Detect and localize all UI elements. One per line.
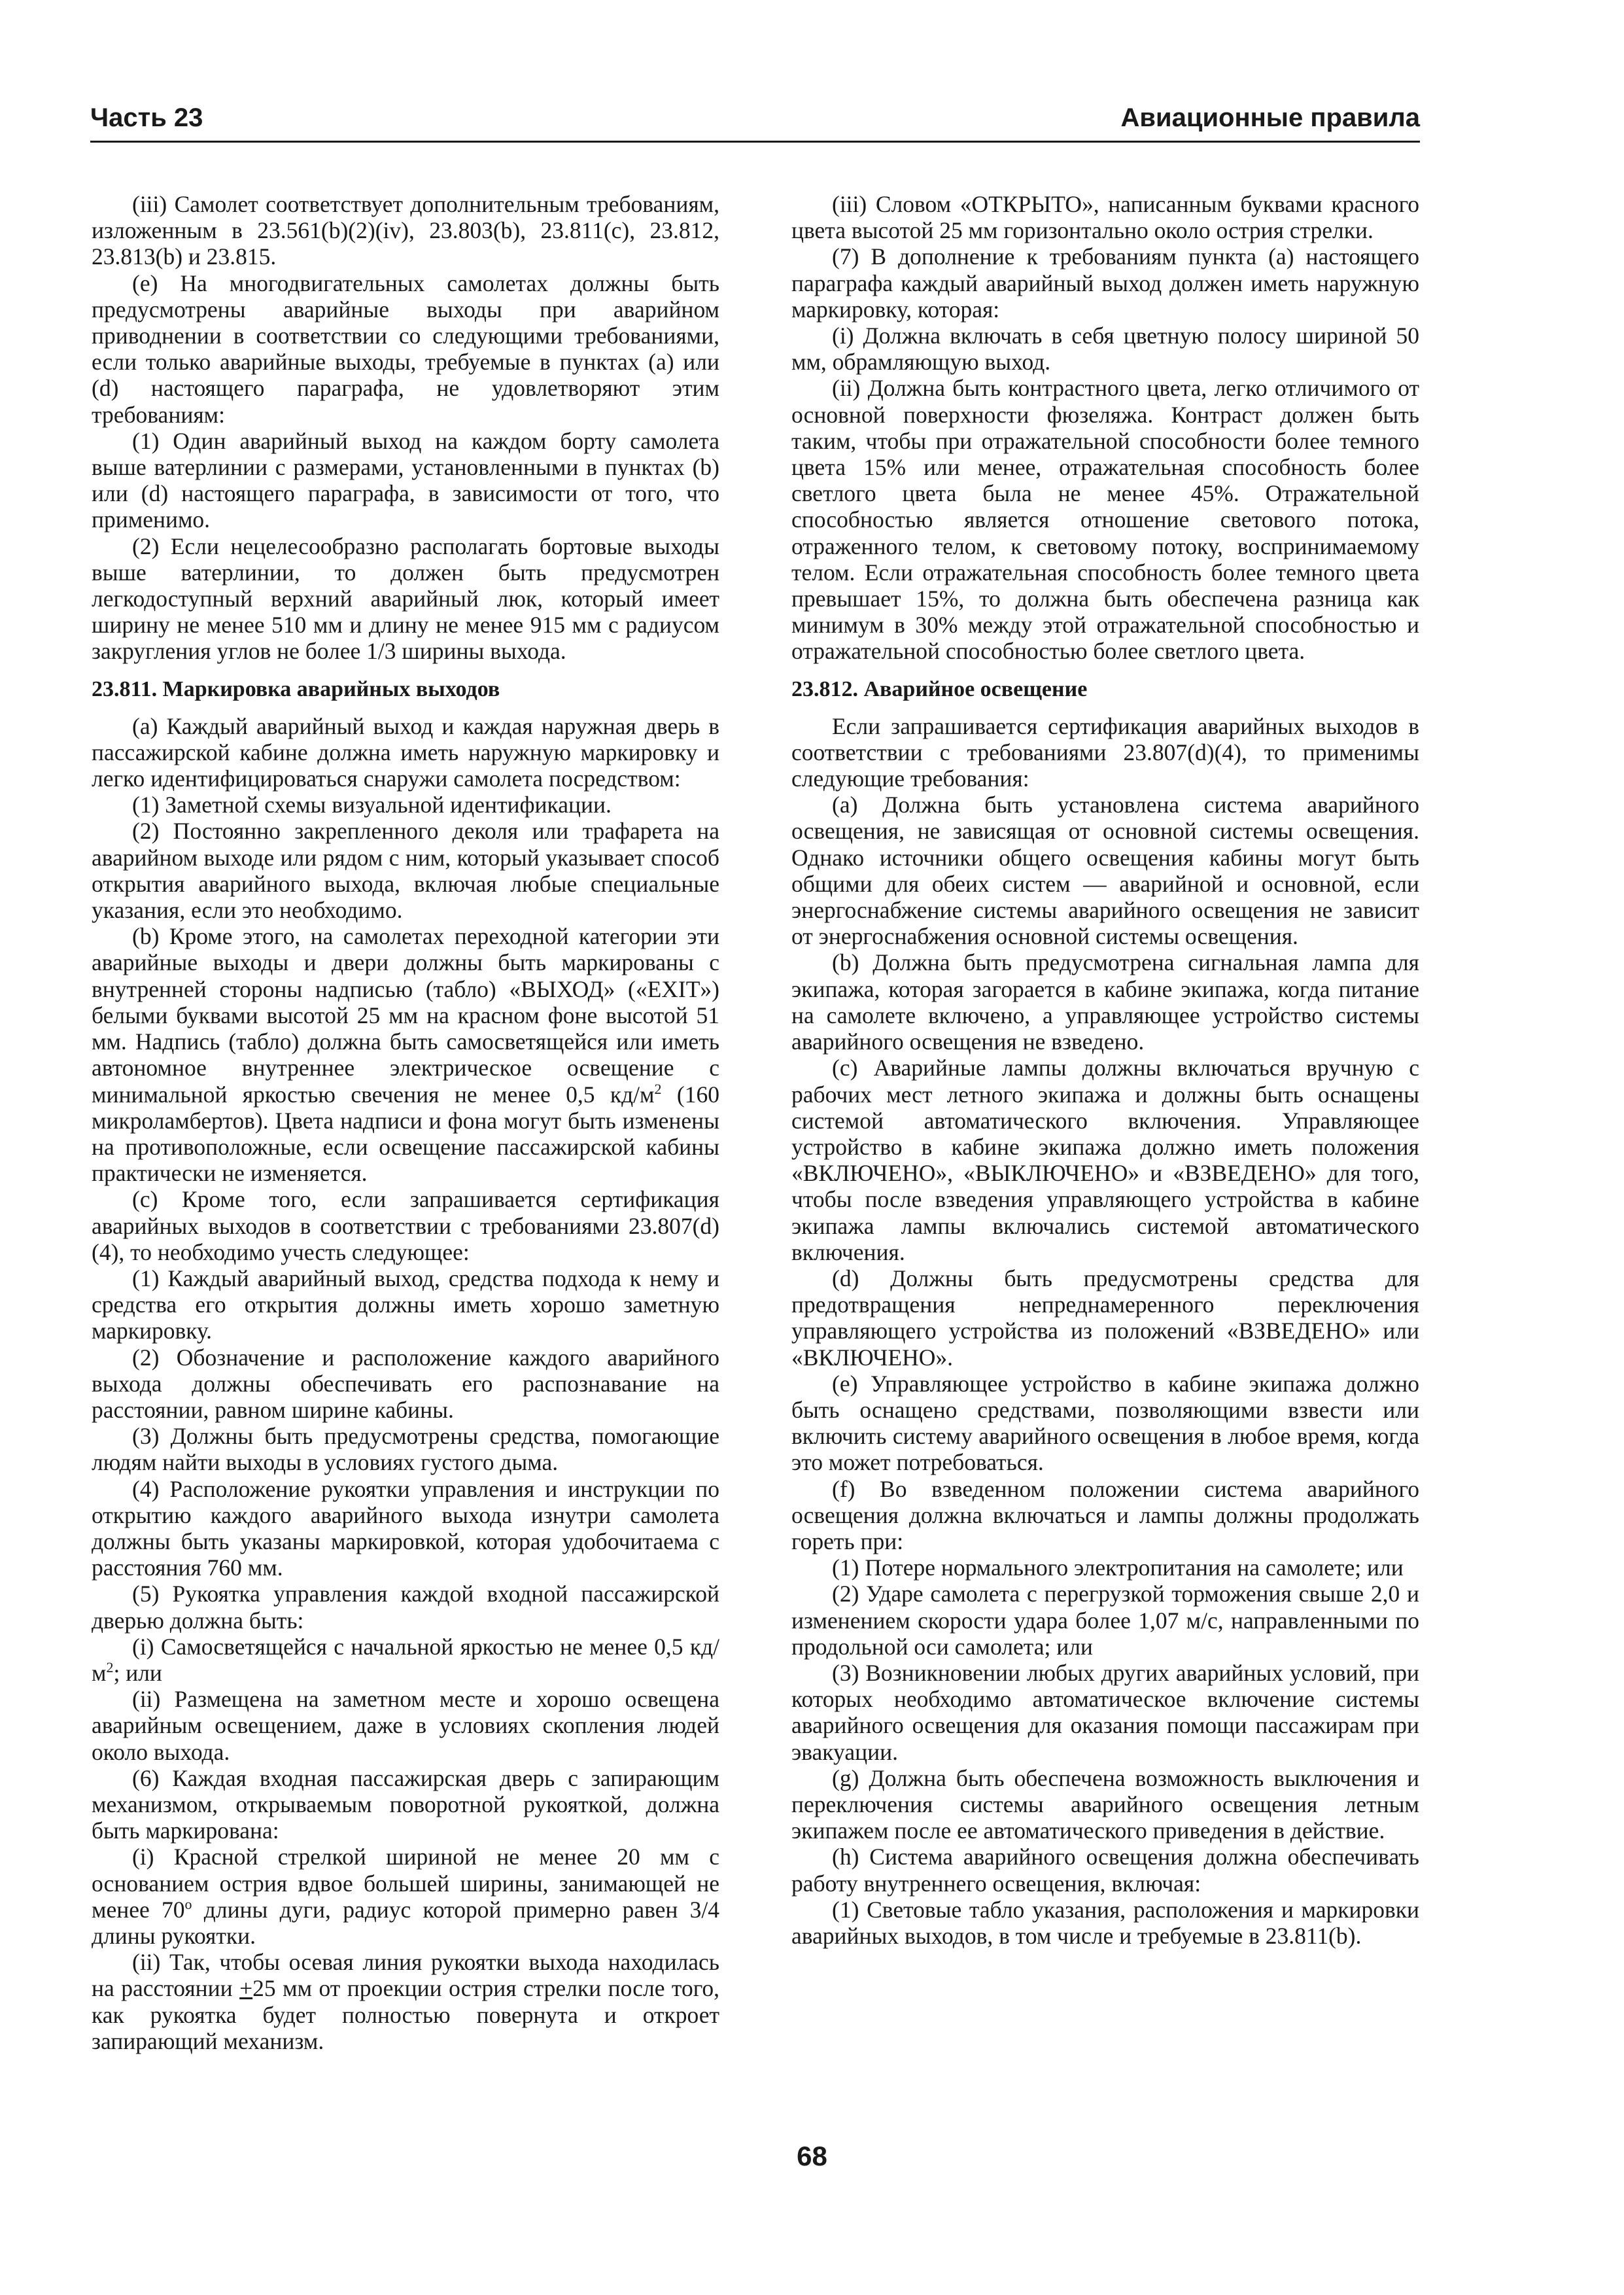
paragraph: (b) Должна быть предусмотрена сигнальная лампа для экипажа, которая загорается в кабине экипажа, когда питание на самолете включено, а управляющее устройство системы аварийного освещения не взведено. <box>791 949 1419 1055</box>
paragraph: (c) Кроме того, если запрашивается сертификация аварийных выходов в соответствии с требованиями 23.807(d)(4), то необходимо учесть следующее: <box>92 1186 719 1265</box>
paragraph: (3) Должны быть предусмотрены средства, помогающие людям найти выходы в условиях густого дыма. <box>92 1423 719 1476</box>
text-run: 25 мм от проекции острия стрелки после того, как рукоятка будет полностью повернута и откроет запирающий механизм. <box>92 1975 720 2054</box>
paragraph: (ii) Размещена на заметном месте и хорошо освещена аварийным освещением, даже в условиях скопления людей около выхода. <box>92 1686 719 1765</box>
header-divider <box>90 141 1420 143</box>
superscript: 2 <box>106 1659 114 1676</box>
paragraph: (c) Аварийные лампы должны включаться вручную с рабочих мест летного экипажа и должны быть оснащены системой автоматического включения. Управляющее устройство в кабине экипажа должно иметь положения «ВКЛЮЧЕНО», «ВЫКЛЮЧЕНО» и «ВЗВЕДЕНО» для того, чтобы после взведения управляющего устройства в кабине экипажа лампы включались системой автоматического включения. <box>791 1055 1419 1265</box>
paragraph: Если запрашивается сертификация аварийных выходов в соответствии с требованиями 23.807(d)(4), то применимы следующие требования: <box>791 712 1419 792</box>
paragraph: (i) Должна включать в себя цветную полосу шириной 50 мм, обрамляющую выход. <box>791 323 1419 376</box>
left-column <box>92 191 719 2054</box>
plus-minus-sign: + <box>239 1975 253 2002</box>
paragraph: (1) Каждый аварийный выход, средства подхода к нему и средства его открытия должны иметь хорошо заметную маркировку. <box>92 1265 719 1344</box>
paragraph: (a) Каждый аварийный выход и каждая наружная дверь в пассажирской кабине должна иметь наружную маркировку и легко идентифицироваться снаружи самолета посредством: <box>92 712 719 792</box>
paragraph: (1) Заметной схемы визуальной идентификации. <box>132 792 612 818</box>
text-run: ; или <box>113 1659 162 1686</box>
paragraph <box>92 1844 719 1949</box>
paragraph: (2) Если нецелесообразно располагать бортовые выходы выше ватерлинии, то должен быть предусмотрен легкодоступный верхний аварийный люк, который имеет ширину не менее 510 мм и длину не менее 915 мм с радиусом закругления углов не более 1/3 ширины выхода. <box>92 533 719 665</box>
paragraph: (2) Обозначение и расположение каждого аварийного выхода должны обеспечивать его распознавание на расстоянии, равном ширине кабины. <box>92 1344 719 1423</box>
paragraph: (e) На многодвигательных самолетах должны быть предусмотрены аварийные выходы при аварийном приводнении в соответствии со следующими требованиями, если только аварийные выходы, требуемые в пунктах (a) или (d) настоящего параграфа, не удовлетворяют этим требованиям: <box>92 270 719 428</box>
superscript: о <box>184 1895 192 1912</box>
page-number: 68 <box>797 2141 827 2171</box>
paragraph: (iii) Словом «ОТКРЫТО», написанным буквами красного цвета высотой 25 мм горизонтально около острия стрелки. <box>791 191 1419 244</box>
paragraph: (h) Система аварийного освещения должна обеспечивать работу внутреннего освещения, включая: <box>791 1844 1419 1897</box>
header-doc-title: Авиационные правила <box>1120 103 1420 132</box>
paragraph: (a) Должна быть установлена система аварийного освещения, не зависящая от основной системы освещения. Однако источники общего освещения кабины могут быть общими для обеих систем — аварийной и основной, если энергоснабжение системы аварийного освещения не зависит от энергоснабжения основной системы освещения. <box>791 792 1419 950</box>
text-run: (i) Красной стрелкой шириной не менее 20 мм с основанием острия вдвое большей ширины, занимающей не менее 70 <box>92 1844 719 1923</box>
paragraph <box>92 923 719 1186</box>
paragraph: (7) В дополнение к требованиям пункта (a) настоящего параграфа каждый аварийный выход должен иметь наружную маркировку, которая: <box>791 243 1419 323</box>
paragraph: (6) Каждая входная пассажирская дверь с запирающим механизмом, открываемым поворотной рукояткой, должна быть маркирована: <box>92 1764 719 1844</box>
paragraph: (f) Во взведенном положении система аварийного освещения должна включаться и лампы должны продолжать гореть при: <box>791 1475 1419 1554</box>
paragraph: (1) Один аварийный выход на каждом борту самолета выше ватерлинии с размерами, установленными в пунктах (b) или (d) настоящего параграфа, в зависимости от того, что применимо. <box>92 427 719 533</box>
paragraph: (5) Рукоятка управления каждой входной пассажирской дверью должна быть: <box>92 1581 719 1634</box>
right-column <box>791 191 1419 1949</box>
paragraph: (g) Должна быть обеспечена возможность выключения и переключения системы аварийного освещения летным экипажем после ее автоматического приведения в действие. <box>791 1764 1419 1844</box>
text-run: (160 микроламбертов). Цвета надписи и фона могут быть изменены на противоположные, если освещение пассажирской кабины практически не изменяется. <box>92 1081 719 1187</box>
header-part-title: Часть 23 <box>90 103 203 132</box>
paragraph: (4) Расположение рукоятки управления и инструкции по открытию каждого аварийного выхода изнутри самолета должны быть указаны маркировкой, которая удобочитаема с расстояния 760 мм. <box>92 1475 719 1581</box>
paragraph <box>92 1634 719 1686</box>
text-run: (i) Самосветящейся с начальной яркостью не менее 0,5 кд/м <box>92 1633 719 1686</box>
paragraph: (e) Управляющее устройство в кабине экипажа должно быть оснащено средствами, позволяющими взвести или включить систему аварийного освещения в любое время, когда это может потребоваться. <box>791 1370 1419 1476</box>
paragraph: (2) Ударе самолета с перегрузкой торможения свыше 2,0 и изменением скорости удара более 1,07 м/с, направленными по продольной оси самолета; или <box>791 1581 1419 1660</box>
superscript: 2 <box>654 1080 662 1097</box>
paragraph: (1) Потере нормального электропитания на самолете; или <box>832 1554 1404 1581</box>
text-run: (ii) Так, чтобы осевая линия рукоятки выхода находилась на расстоянии <box>92 1949 719 2002</box>
text-run: длины дуги, радиус которой примерно равен 3/4 длины рукоятки. <box>92 1896 720 1949</box>
paragraph: (ii) Должна быть контрастного цвета, легко отличимого от основной поверхности фюзеляжа. Контраст должен быть таким, чтобы при отражательной способности более темного цвета 15% или менее, отражательная способность более светлого цвета была не менее 45%. Отражательной способностью является отношение светового потока, отраженного телом, к световому потоку, воспринимаемому телом. Если отражательная способность более темного цвета превышает 15%, то должна быть обеспечена разница как минимум в 30% между этой отражательной способностью и отражательной способностью более светлого цвета. <box>791 375 1419 665</box>
paragraph <box>92 1949 719 2054</box>
paragraph: (2) Постоянно закрепленного деколя или трафарета на аварийном выходе или рядом с ним, который указывает способ открытия аварийного выхода, включая любые специальные указания, если это необходимо. <box>92 818 719 924</box>
paragraph: (d) Должны быть предусмотрены средства для предотвращения непреднамеренного переключения управляющего устройства из положений «ВЗВЕДЕНО» или «ВКЛЮЧЕНО». <box>791 1265 1419 1371</box>
section-heading-23-811: 23.811. Маркировка аварийных выходов <box>92 676 500 701</box>
paragraph: (iii) Самолет соответствует дополнительным требованиям, изложенным в 23.561(b)(2)(iv), 23.803(b), 23.811(c), 23.812, 23.813(b) и 23.815. <box>92 191 719 270</box>
text-run: (b) Кроме этого, на самолетах переходной категории эти аварийные выходы и двери должны быть маркированы с внутренней стороны надписью (табло) «ВЫХОД» («EXIT») белыми буквами высотой 25 мм на красном фоне высотой 51 мм. Надпись (табло) должна быть самосветящейся или иметь автономное внутреннее электрическое освещение с минимальной яркостью свечения не менее 0,5 кд/м <box>92 923 719 1108</box>
paragraph: (1) Световые табло указания, расположения и маркировки аварийных выходов, в том числе и требуемые в 23.811(b). <box>791 1896 1419 1949</box>
paragraph: (3) Возникновении любых других аварийных условий, при которых необходимо автоматическое включение системы аварийного освещения для оказания помощи пассажирам при эвакуации. <box>791 1659 1419 1765</box>
section-heading-23-812: 23.812. Аварийное освещение <box>791 676 1088 701</box>
